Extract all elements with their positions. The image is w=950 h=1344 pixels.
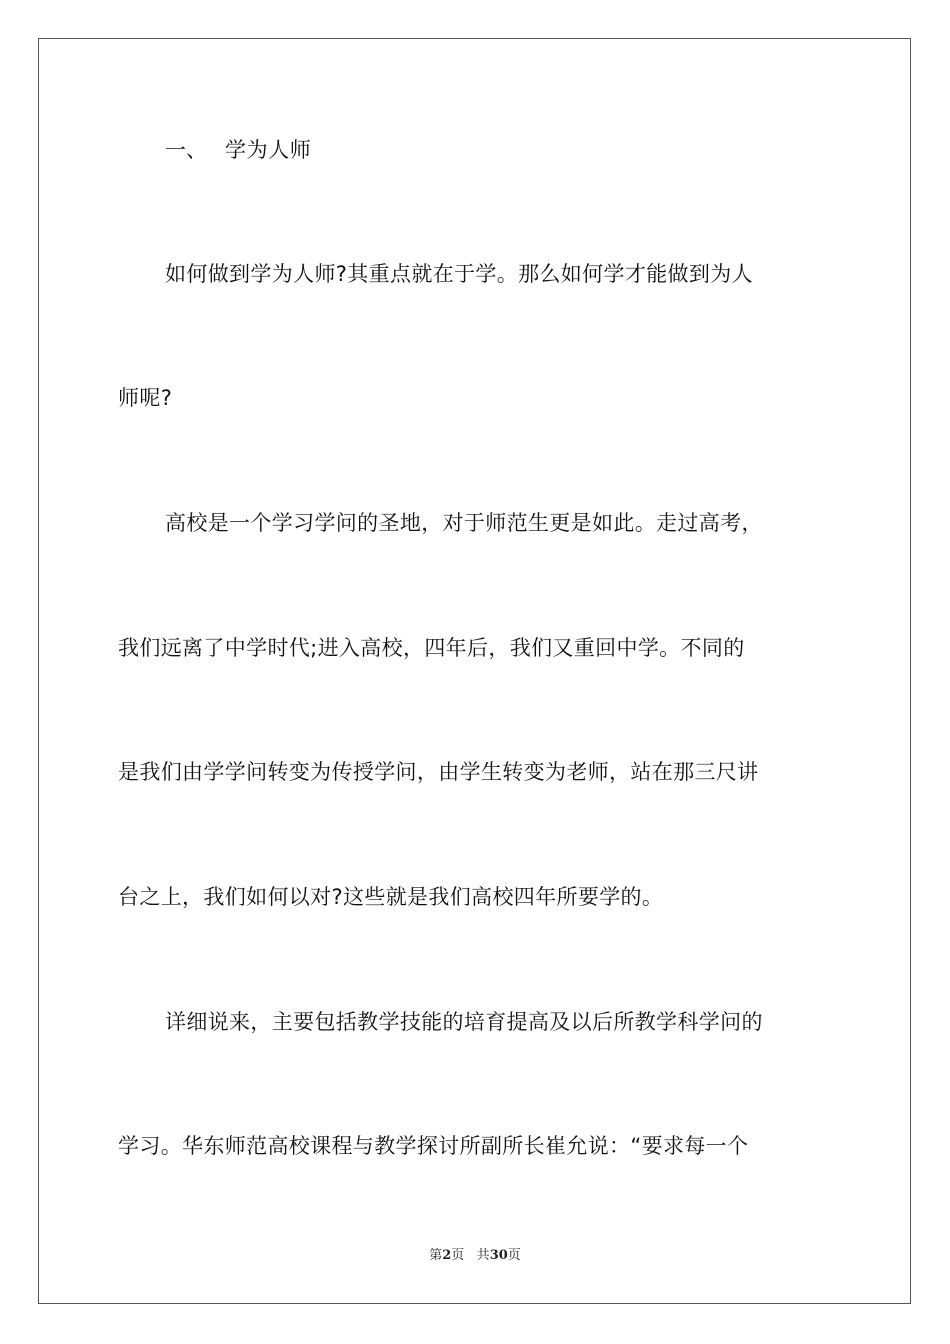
paragraph-line: 师呢? xyxy=(118,386,173,410)
paragraph-line: 台之上，我们如何以对?这些就是我们高校四年所要学的。 xyxy=(118,885,664,909)
paragraph-line: 高校是一个学习学问的圣地，对于师范生更是如此。走过高考， xyxy=(165,511,763,535)
total-prefix: 共 xyxy=(476,1248,490,1263)
page-number: 2 xyxy=(442,1248,452,1263)
page-footer xyxy=(0,1247,950,1265)
paragraph-line: 是我们由学学问转变为传授学问，由学生转变为老师，站在那三尺讲 xyxy=(118,760,759,784)
total-pages: 30 xyxy=(489,1248,508,1263)
paragraph-line: 我们远离了中学时代;进入高校，四年后，我们又重回中学。不同的 xyxy=(118,636,745,660)
paragraph-line: 详细说来，主要包括教学技能的培育提高及以后所教学科学问的 xyxy=(165,1010,763,1034)
page-suffix: 页 xyxy=(451,1248,465,1263)
total-suffix: 页 xyxy=(507,1248,521,1263)
page-prefix: 第 xyxy=(429,1248,443,1263)
page-border xyxy=(38,38,911,1304)
section-title: 学为人师 xyxy=(225,138,312,162)
section-number: 一、 xyxy=(165,138,207,162)
paragraph-line: 如何做到学为人师?其重点就在于学。那么如何学才能做到为人 xyxy=(165,262,753,286)
paragraph-line: 学习。华东师范高校课程与教学探讨所副所长崔允说：“要求每一个 xyxy=(118,1134,749,1158)
